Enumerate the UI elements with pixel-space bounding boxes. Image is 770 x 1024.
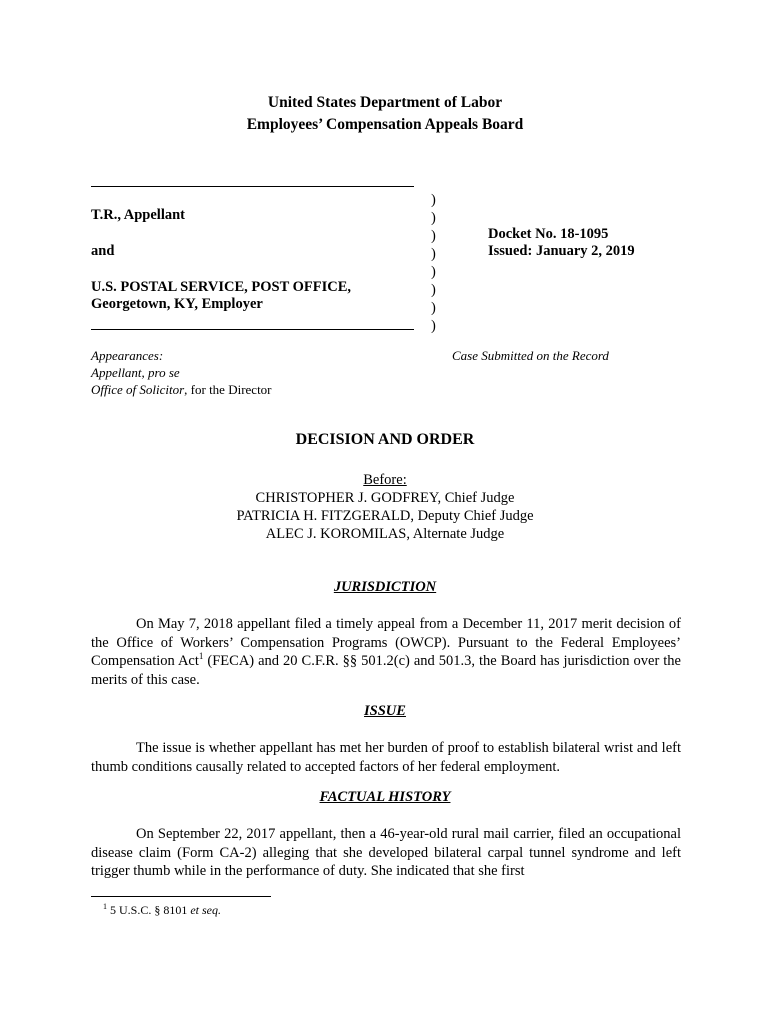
caption-paren: ): [431, 210, 436, 226]
jurisdiction-text-a: On May 7, 2018 appellant filed a timely appeal from a December 11, 2017 merit decision of the Office of Workers’ Compensation Programs (OWCP). Pursuant to the Federal Employees’ Compensation Act: [91, 616, 681, 670]
appearances-label: Appearances:: [91, 348, 164, 363]
solicitor-rest: , for the Director: [184, 382, 272, 397]
appearance-solicitor: [91, 382, 272, 398]
docket-number: Docket No. 18-1095: [488, 226, 609, 242]
appearance-appellant: Appellant, pro se: [91, 365, 180, 380]
board-title: Employees’ Compensation Appeals Board: [246, 116, 524, 133]
footnote-number: 1: [103, 902, 107, 911]
jurisdiction-paragraph: [91, 615, 681, 689]
footnote-text: 5 U.S.C. § 8101: [110, 903, 191, 917]
footnote-ref: 1: [198, 651, 204, 662]
employer-line1: U.S. POSTAL SERVICE, POST OFFICE,: [91, 279, 352, 295]
footnote: [91, 903, 221, 918]
judge-chief: CHRISTOPHER J. GODFREY, Chief Judge: [255, 490, 515, 506]
factual-history-heading-wrap: [0, 789, 770, 806]
decision-title: DECISION AND ORDER: [295, 431, 475, 448]
judge-alternate: ALEC J. KOROMILAS, Alternate Judge: [265, 526, 505, 542]
solicitor-office: Office of Solicitor: [91, 382, 185, 397]
judge-deputy: PATRICIA H. FITZGERALD, Deputy Chief Judge: [236, 508, 534, 524]
before-text: Before:: [363, 472, 407, 488]
jurisdiction-text-b: (FECA) and 20 C.F.R. §§ 501.2(c) and 501.3, the Board has jurisdiction over the merits of this case.: [91, 653, 681, 688]
caption-bottom-rule: [91, 329, 414, 330]
jurisdiction-heading-wrap: [0, 579, 770, 596]
factual-history-paragraph: On September 22, 2017 appellant, then a 46-year-old rural mail carrier, filed an occupational disease claim (Form CA-2) alleging that she developed bilateral carpal tunnel syndrome and left trigger thumb while in the performance of duty. She indicated that she first: [91, 826, 681, 880]
caption-paren: ): [431, 246, 436, 262]
footnote-italic: et seq.: [190, 903, 221, 917]
issue-heading-wrap: [0, 703, 770, 720]
caption-paren: ): [431, 228, 436, 244]
caption-paren: ): [431, 192, 436, 208]
caption-top-rule: [91, 186, 414, 187]
issue-paragraph: The issue is whether appellant has met her burden of proof to establish bilateral wrist and left thumb conditions causally related to accepted factors of her federal employment.: [91, 740, 681, 775]
agency-title: United States Department of Labor: [267, 94, 503, 111]
issue-heading: ISSUE: [364, 703, 406, 719]
caption-paren: ): [431, 300, 436, 316]
issued-date: Issued: January 2, 2019: [488, 243, 635, 259]
jurisdiction-heading: JURISDICTION: [333, 579, 437, 595]
employer-line2: Georgetown, KY, Employer: [91, 296, 263, 312]
footnote-rule: [91, 896, 271, 897]
caption-paren: ): [431, 282, 436, 298]
appellant-name: T.R., Appellant: [91, 207, 186, 223]
caption-paren: ): [431, 318, 436, 334]
caption-paren: ): [431, 264, 436, 280]
factual-history-heading: FACTUAL HISTORY: [319, 789, 451, 805]
caption-and: and: [91, 243, 115, 259]
case-submitted: Case Submitted on the Record: [452, 348, 609, 363]
before-label: [0, 472, 770, 489]
